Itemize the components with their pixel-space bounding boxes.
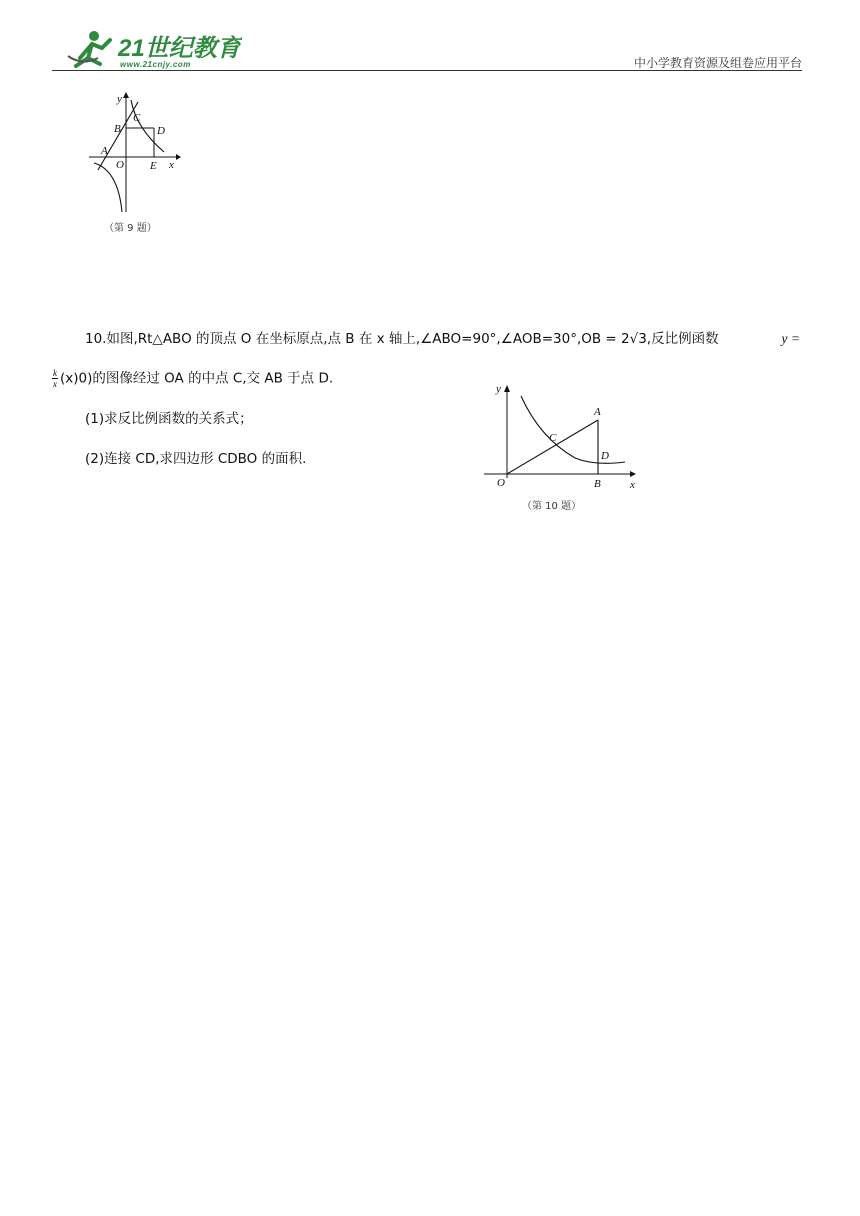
x-axis-arrow-icon xyxy=(176,154,181,160)
label-b: B xyxy=(114,123,121,135)
logo-text: 21世纪教育 xyxy=(118,35,241,62)
label-d: D xyxy=(601,450,609,462)
label-b: B xyxy=(594,478,601,490)
label-c: C xyxy=(549,432,557,444)
label-y: y xyxy=(496,383,501,395)
hyperbola-curve xyxy=(521,396,625,463)
y-axis-arrow-icon xyxy=(123,92,129,98)
label-y: y xyxy=(117,93,122,105)
problem-10-line-1 xyxy=(85,330,800,348)
function-y-equals: y = xyxy=(781,331,800,346)
logo-url: www.21cnjy.com xyxy=(120,60,191,69)
label-o: O xyxy=(116,159,124,171)
segment-oa xyxy=(507,420,598,474)
sub-question-2: (2)连接 CD,求四边形 CDBO 的面积. xyxy=(85,451,307,467)
page-header xyxy=(52,26,802,72)
x-axis-arrow-icon xyxy=(630,471,636,477)
label-x: x xyxy=(630,479,635,491)
figure-9 xyxy=(84,90,184,240)
label-e: E xyxy=(150,160,157,172)
label-a: A xyxy=(101,145,108,157)
figure-10-caption: （第 10 题） xyxy=(522,501,582,512)
problem-10-statement: 10.如图,Rt△ABO 的顶点 O 在坐标原点,点 B 在 x 轴上,∠ABO=90°,∠AOB=30°,OB = 2√3,反比例函数 xyxy=(85,331,719,347)
y-axis-arrow-icon xyxy=(504,385,510,392)
fraction-denominator: x xyxy=(53,379,57,389)
label-d: D xyxy=(157,125,165,137)
label-o: O xyxy=(497,477,505,489)
site-logo xyxy=(62,28,242,70)
fraction-numerator: k xyxy=(53,368,57,378)
label-a: A xyxy=(594,406,601,418)
label-c: C xyxy=(133,112,141,124)
fraction-k-over-x xyxy=(52,368,58,389)
label-x: x xyxy=(169,159,174,171)
header-divider xyxy=(52,70,802,71)
figure-9-caption: （第 9 题） xyxy=(104,223,157,234)
problem-10-continuation: (x)0)的图像经过 OA 的中点 C,交 AB 于点 D. xyxy=(60,370,334,387)
header-platform-text: 中小学教育资源及组卷应用平台 xyxy=(633,56,802,70)
problem-10-line-2 xyxy=(52,368,333,389)
sub-question-1: (1)求反比例函数的关系式； xyxy=(85,411,253,427)
figure-10 xyxy=(480,378,645,518)
